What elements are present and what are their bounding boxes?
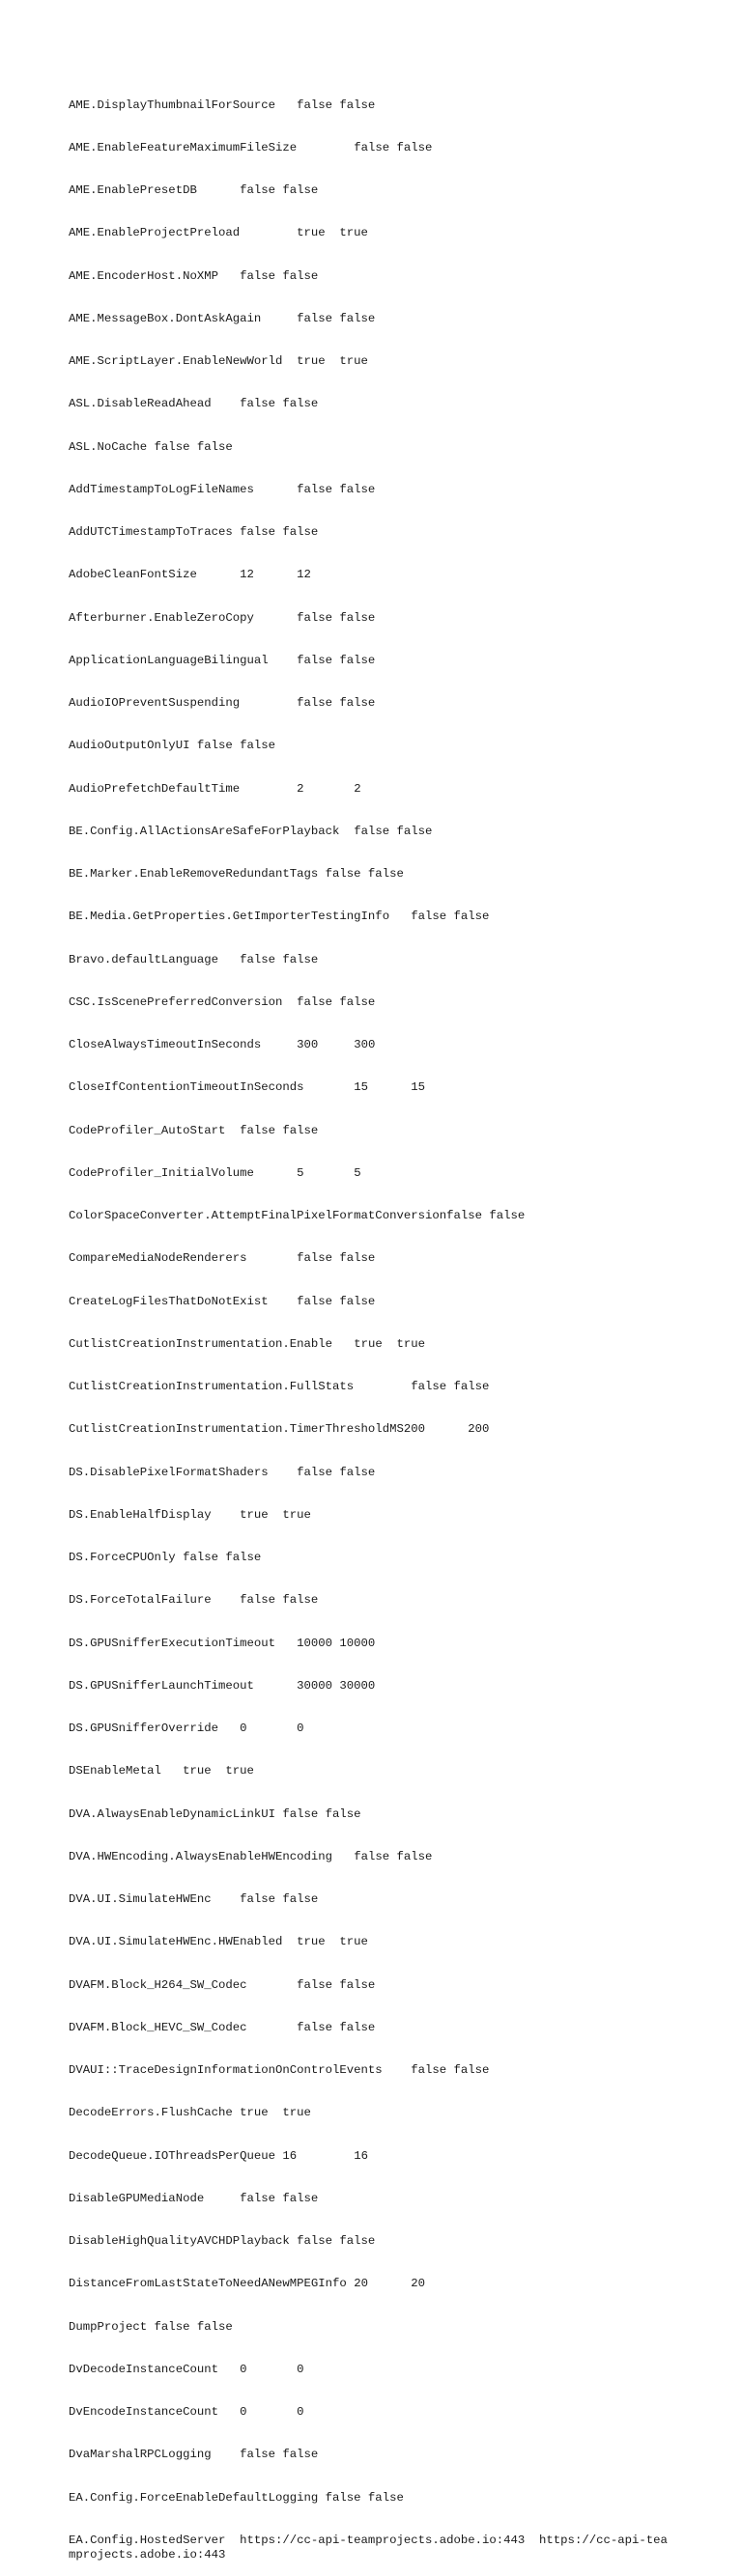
text-line: DvaMarshalRPCLogging false false <box>69 2448 319 2462</box>
text-line: AME.EnableFeatureMaximumFileSize false false <box>69 140 433 154</box>
text-line: BE.Media.GetProperties.GetImporterTestingInfo false false <box>69 910 490 924</box>
text-line: ApplicationLanguageBilingual false false <box>69 653 376 667</box>
text-line: BE.Marker.EnableRemoveRedundantTags false false <box>69 867 404 881</box>
text-line: CodeProfiler_AutoStart false false <box>69 1123 319 1137</box>
text-line: DecodeQueue.IOThreadsPerQueue 16 16 <box>69 2148 368 2163</box>
text-line: DS.ForceCPUOnly false false <box>69 1551 262 1564</box>
text-line: AME.ScriptLayer.EnableNewWorld true true <box>69 354 368 368</box>
text-line: DS.GPUSnifferExecutionTimeout 10000 10000 <box>69 1636 376 1650</box>
text-line: AudioIOPreventSuspending false false <box>69 696 376 710</box>
text-line: AddUTCTimestampToTraces false false <box>69 525 319 539</box>
text-line: DisableHighQualityAVCHDPlayback false false <box>69 2234 376 2248</box>
text-line: CodeProfiler_InitialVolume 5 5 <box>69 1165 361 1180</box>
text-line: ColorSpaceConverter.AttemptFinalPixelFormatConversionfalse false <box>69 1209 526 1222</box>
text-line: Afterburner.EnableZeroCopy false false <box>69 610 376 625</box>
text-line: Bravo.defaultLanguage false false <box>69 952 319 966</box>
text-line: AME.EnableProjectPreload true true <box>69 226 368 240</box>
text-line: DSEnableMetal true true <box>69 1764 254 1778</box>
text-line: CreateLogFilesThatDoNotExist false false <box>69 1294 376 1308</box>
text-line: BE.Config.AllActionsAreSafeForPlayback false false <box>69 824 433 838</box>
text-line: DistanceFromLastStateToNeedANewMPEGInfo 20 20 <box>69 2277 425 2291</box>
text-line: DS.GPUSnifferLaunchTimeout 30000 30000 <box>69 1678 376 1693</box>
text-line: DvEncodeInstanceCount 0 0 <box>69 2405 304 2419</box>
text-line: CloseAlwaysTimeoutInSeconds 300 300 <box>69 1038 376 1051</box>
text-line: DisableGPUMediaNode false false <box>69 2191 319 2205</box>
text-line: DVA.HWEncoding.AlwaysEnableHWEncoding false false <box>69 1849 433 1863</box>
text-line: DVAUI::TraceDesignInformationOnControlEvents false false <box>69 2063 490 2077</box>
text-line: DVA.UI.SimulateHWEnc.HWEnabled true true <box>69 1935 368 1949</box>
text-line: DecodeErrors.FlushCache true true <box>69 2106 311 2120</box>
text-line: AME.EncoderHost.NoXMP false false <box>69 268 319 283</box>
text-line: DVA.AlwaysEnableDynamicLinkUI false false <box>69 1806 361 1821</box>
text-line: CSC.IsScenePreferredConversion false false <box>69 994 376 1009</box>
text-line: EA.Config.HostedServer https://cc-api-teamprojects.adobe.io:443 https://cc-api-teamprojects.adobe.io:443 <box>69 2533 668 2562</box>
text-line: DvDecodeInstanceCount 0 0 <box>69 2362 304 2376</box>
text-line: DVAFM.Block_HEVC_SW_Codec false false <box>69 2020 376 2034</box>
text-line: DS.GPUSnifferOverride 0 0 <box>69 1722 304 1735</box>
text-line: AdobeCleanFontSize 12 12 <box>69 568 311 582</box>
text-line: DumpProject false false <box>69 2319 233 2334</box>
text-line: DVAFM.Block_H264_SW_Codec false false <box>69 1977 376 1992</box>
text-line: CutlistCreationInstrumentation.Enable true true <box>69 1336 425 1351</box>
text-line: AddTimestampToLogFileNames false false <box>69 482 376 496</box>
text-line: CutlistCreationInstrumentation.FullStats false false <box>69 1380 490 1393</box>
text-line: CutlistCreationInstrumentation.TimerThresholdMS200 200 <box>69 1422 490 1437</box>
text-line: DS.EnableHalfDisplay true true <box>69 1507 311 1522</box>
text-line: DS.ForceTotalFailure false false <box>69 1593 319 1608</box>
text-line: AME.MessageBox.DontAskAgain false false <box>69 311 376 325</box>
text-line: CloseIfContentionTimeoutInSeconds 15 15 <box>69 1080 425 1095</box>
text-line: ASL.DisableReadAhead false false <box>69 397 319 411</box>
text-line: AudioPrefetchDefaultTime 2 2 <box>69 781 361 796</box>
text-line: DVA.UI.SimulateHWEnc false false <box>69 1892 319 1906</box>
text-line: CompareMediaNodeRenderers false false <box>69 1251 376 1266</box>
preferences-text-listing <box>69 70 668 2576</box>
text-line: DS.DisablePixelFormatShaders false false <box>69 1465 376 1479</box>
text-line: AME.DisplayThumbnailForSource false false <box>69 98 376 112</box>
text-line: EA.Config.ForceEnableDefaultLogging false false <box>69 2490 404 2505</box>
text-line: AME.EnablePresetDB false false <box>69 183 319 197</box>
text-line: AudioOutputOnlyUI false false <box>69 739 276 753</box>
text-line: ASL.NoCache false false <box>69 439 233 454</box>
